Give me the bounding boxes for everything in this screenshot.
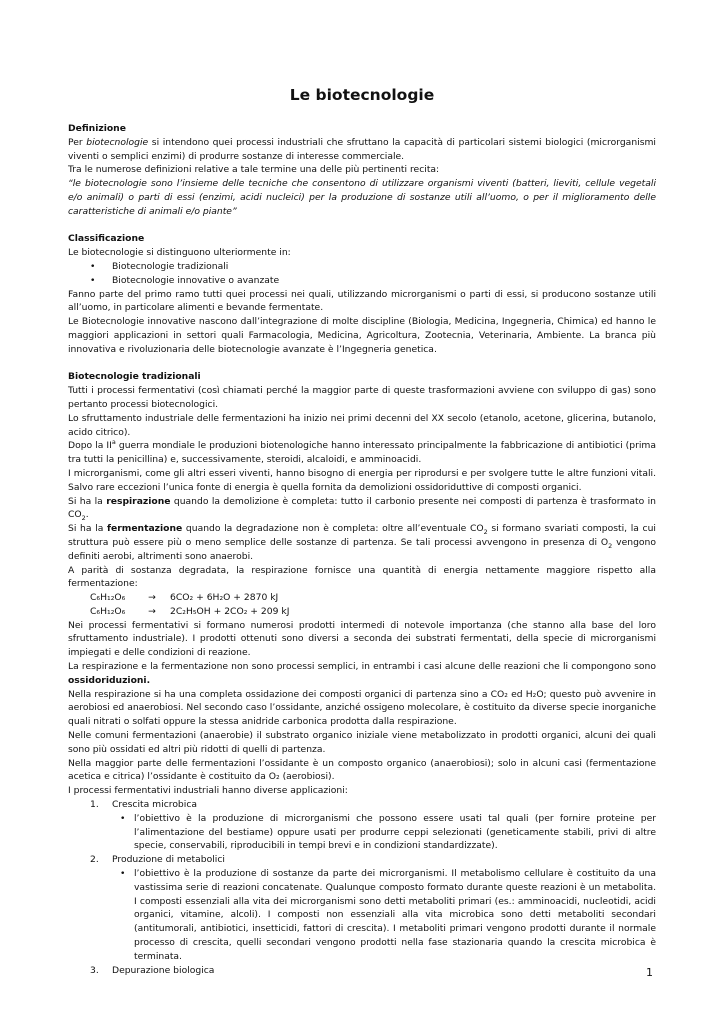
arrow-icon: →: [148, 605, 156, 617]
classification-list: [68, 260, 656, 288]
text-span: Dopo la II: [68, 440, 112, 452]
paragraph: Fanno parte del primo ramo tutti quei processi nei quali, utilizzando microrganismi o parti di essi, si producono sostanze utili all’uomo, in particolare alimenti e bevande fermentate.: [68, 288, 656, 314]
text-span: La respirazione e la fermentazione non sono processi semplici, in entrambi i casi alcune delle reazioni che li compongono sono: [68, 661, 656, 673]
paragraph: Nella respirazione si ha una completa ossidazione dei composti organici di partenza sino a CO₂ ed H₂O; questo può avvenire in aerobiosi ed anaerobiosi. Nel secondo caso l’ossidante, anziché ossigeno molecolare, è costituito da diverse specie inorganiche quali nitrati o solfati oppure la stessa anidride carbonica prodotta dalla respirazione.: [68, 688, 656, 728]
text-span: guerra mondiale le produzioni biotenologiche hanno interessato principalmente la fabbricazione di antibiotici (prima tra tutti la penicillina) e, successivamente, steroidi, alcaloidi, e amminoacidi.: [68, 440, 657, 466]
list-item-label: Produzione di metabolici: [112, 854, 225, 866]
list-item-label: Depurazione biologica: [112, 964, 215, 976]
list-number: 2.: [90, 854, 99, 866]
subscript: 2: [483, 527, 488, 536]
quote-text: “le biotecnologie sono l’insieme delle tecniche che consentono di utilizzare organismi viventi (batteri, lieviti, cellule vegetali e/o animali) o parti di essi (enzimi, acidi nucleici) per la produzione di sostanze utili all’uomo, o per il miglioramento delle caratteristiche di animali e/o piante”: [68, 178, 656, 217]
paragraph: Nella maggior parte delle fermentazioni l’ossidante è un composto organico (anaerobiosi); solo in alcuni casi (fermentazione acetica e citrica) l’ossidante è costituito da O₂ (aerobiosi).: [68, 757, 656, 783]
italic-term: biotecnologie: [86, 136, 149, 148]
list-item: [68, 798, 656, 812]
paragraph: Nei processi fermentativi si formano numerosi prodotti intermedi di notevole importanza (che stanno alla base del loro sfruttamento industriale). I prodotti ottenuti sono diversi a seconda dei substrati fermentati, della specie di microrganismi impiegati e delle condizioni di reazione.: [68, 619, 656, 659]
arrow-icon: →: [148, 592, 156, 604]
subscript: 2: [608, 541, 613, 550]
page-title: Le biotecnologie: [289, 86, 435, 104]
text-span: vengono definiti aerobi, altrimenti sono anaerobi.: [68, 536, 656, 562]
sub-list-item: • l’obiettivo è la produzione di sostanze da parte dei microrganismi. Il metabolismo cellulare è costituito da una vastissima serie di reazioni concatenate. Qualunque composto formato durante queste reazioni è un metabolita. I composti essenziali alla vita dei microrganismi sono detti metaboliti primari (es.: amminoacidi, nucleotidi, acidi organici, vitamine, alcoli). I composti non essenziali alla vita microbica sono detti metaboliti secondari (antitumorali, antibiotici, insetticidi, fattori di crescita). I metaboliti primari vengono prodotti durante il normale processo di crescita, quelli secondari vengono prodotti nella fase stazionaria quando la crescita microbica è terminata.: [68, 867, 656, 964]
text-span: si formano svariati composti, la cui struttura può essere più o meno semplice delle sostanze di partenza. Se tali processi avvengono in presenza di O: [68, 523, 656, 548]
text-span: Si ha la: [68, 523, 107, 535]
text-span: Si ha la: [68, 495, 107, 507]
paragraph: Tutti i processi fermentativi (così chiamati perché la maggior parte di queste trasformazioni avviene con sviluppo di gas) sono pertanto processi biotecnologici.: [68, 385, 656, 410]
reaction-respiration: [68, 591, 656, 605]
bold-term: ossidoriduzioni.: [68, 674, 151, 686]
bold-term: respirazione: [106, 495, 171, 507]
reaction-reactant: C₆H₁₂O₆: [90, 592, 126, 604]
list-item: • Biotecnologie tradizionali: [68, 260, 656, 274]
paragraph: [68, 136, 656, 164]
reaction-fermentation: [68, 605, 656, 619]
list-item: [68, 964, 656, 978]
paragraph: Tra le numerose definizioni relative a tale termine una delle più pertinenti recita:: [68, 164, 440, 176]
bold-term: fermentazione: [106, 523, 183, 535]
applications-list: [68, 964, 656, 978]
paragraph: I microrganismi, come gli altri esseri viventi, hanno bisogno di energia per riprodursi e per svolgere tutte le altre funzioni vitali. Salvo rare eccezioni l’unica fonte di energia è quella fornita da demolizioni ossidoriduttive di composti organici.: [68, 467, 656, 493]
reaction-products: 2C₂H₅OH + 2CO₂ + 209 kJ: [170, 605, 290, 617]
list-item: • Biotecnologie innovative o avanzate: [68, 274, 656, 288]
paragraph: I processi fermentativi industriali hanno diverse applicazioni:: [68, 785, 348, 797]
paragraph: Nelle comuni fermentazioni (anaerobie) il substrato organico iniziale viene metabolizzato in prodotti organici, alcuni dei quali sono più ossidati ed altri più ridotti di quelli di partenza.: [68, 730, 656, 755]
list-number: 3.: [90, 964, 99, 976]
applications-list: [68, 853, 656, 867]
reaction-reactant: C₆H₁₂O₆: [90, 605, 126, 617]
list-item: [68, 853, 656, 867]
list-item-label: Crescita microbica: [112, 799, 198, 811]
superscript: a: [111, 438, 116, 447]
paragraph: [68, 495, 656, 523]
definition-quote: [68, 177, 656, 218]
applications-list: [68, 798, 656, 812]
page-number: 1: [646, 966, 653, 979]
text-span: quando la demolizione è completa: tutto il carbonio presente nei composti di partenza è trasformato in CO: [68, 495, 656, 521]
section-heading-definizione: Definizione: [68, 123, 126, 134]
section-heading-classificazione: Classificazione: [68, 233, 145, 245]
document-body: [68, 86, 656, 977]
reaction-products: 6CO₂ + 6H₂O + 2870 kJ: [170, 592, 279, 604]
paragraph: A parità di sostanza degradata, la respirazione fornisce una quantità di energia nettamente maggiore rispetto alla fermentazione:: [68, 564, 656, 590]
paragraph: [68, 439, 656, 467]
sub-list-item: • l’obiettivo è la produzione di microrganismi che possono essere usati tal quali (per fornire proteine per l’alimentazione del bestiame) oppure usati per produrre ceppi selezionati (geneticamente stabili, privi di altre specie, conservabili, riproducibili in tempi brevi e in condizioni standardizzate).: [68, 812, 656, 853]
text-span: si intendono quei processi industriali che sfruttano la capacità di particolari sistemi biologici (microrganismi viventi o semplici enzimi) di produrre sostanze di interesse commerciale.: [68, 136, 656, 162]
paragraph: [68, 522, 656, 563]
paragraph: Le biotecnologie si distinguono ulteriormente in:: [68, 247, 291, 259]
list-number: 1.: [90, 799, 99, 811]
text-span: .: [85, 509, 89, 521]
text-span: quando la degradazione non è completa: oltre all’eventuale CO: [182, 523, 484, 535]
subscript: 2: [81, 514, 86, 523]
section-heading-tradizionali: Biotecnologie tradizionali: [68, 371, 201, 383]
paragraph: [68, 660, 656, 688]
paragraph: Le Biotecnologie innovative nascono dall’integrazione di molte discipline (Biologia, Medicina, Ingegneria, Chimica) ed hanno le maggiori applicazioni in settori quali Farmacologia, Medicina, Agricoltura, Zootecnia, Veterinaria, Ambiente. La branca più innovativa e rivoluzionaria delle biotecnologie avanzate è l’Ingegneria genetica.: [68, 316, 656, 355]
paragraph: Lo sfruttamento industriale delle fermentazioni ha inizio nei primi decenni del XX secolo (etanolo, acetone, glicerina, butanolo, acido citrico).: [68, 412, 656, 438]
text-span: Per: [68, 136, 87, 148]
